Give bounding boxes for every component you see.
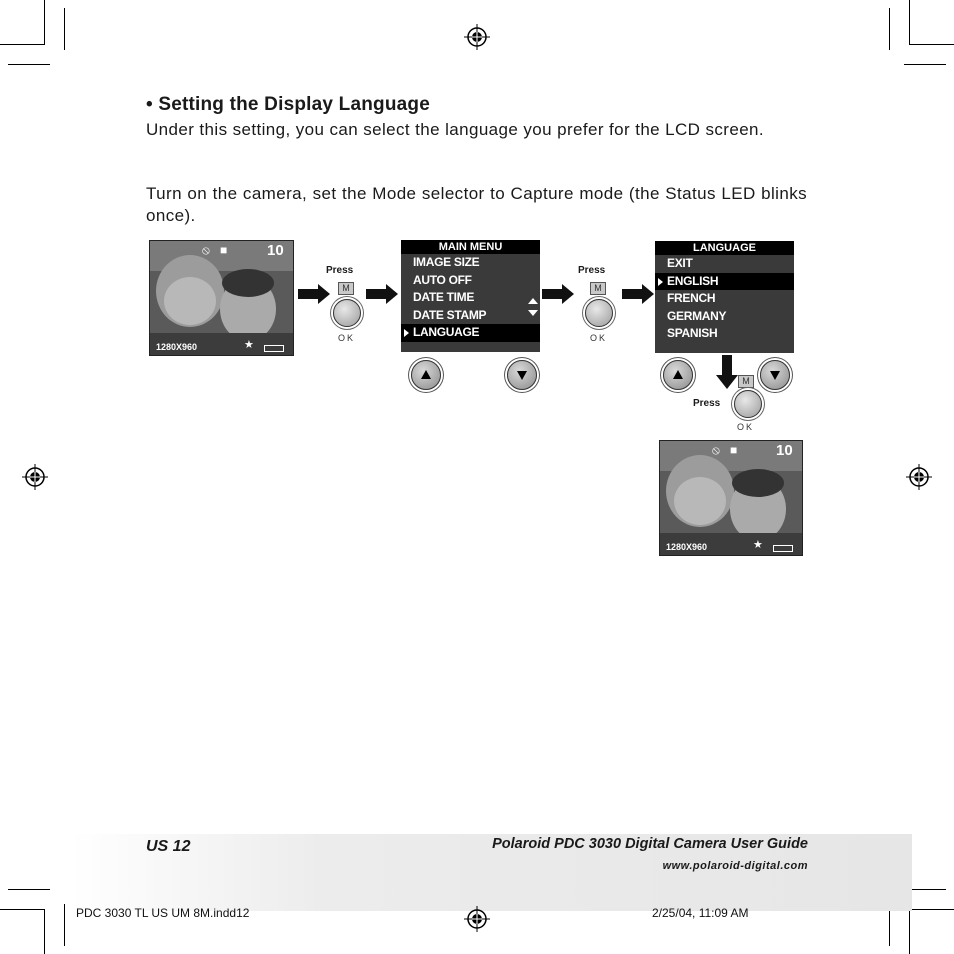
crop-mark — [64, 904, 65, 946]
menu-item-date-time[interactable]: DATE TIME — [413, 290, 475, 304]
menu-item-auto-off[interactable]: AUTO OFF — [413, 272, 472, 287]
down-button[interactable] — [760, 360, 790, 390]
slug-file: PDC 3030 TL US UM 8M.indd — [76, 906, 237, 920]
resolution-label: 1280X960 — [156, 342, 198, 352]
ok-label: OK — [590, 333, 608, 343]
battery-icon — [773, 545, 793, 552]
press-label: Press — [693, 398, 721, 409]
battery-icon — [264, 345, 284, 352]
camera-preview-screen — [659, 440, 803, 556]
slug-date: 2/25/04, 11:09 AM — [652, 906, 749, 920]
language-item-exit[interactable]: EXIT — [667, 256, 693, 270]
ok-button[interactable] — [333, 299, 361, 327]
page-number: US 12 — [146, 838, 191, 855]
up-arrow-icon — [421, 370, 431, 379]
down-button[interactable] — [507, 360, 537, 390]
website-url: www.polaroid-digital.com — [662, 860, 808, 872]
guide-title: Polaroid PDC 3030 Digital Camera User Guide — [492, 836, 808, 852]
down-arrow-icon — [517, 371, 527, 380]
quality-star-icon: ★ — [244, 339, 254, 351]
crop-mark — [44, 909, 45, 954]
ok-button[interactable] — [585, 299, 613, 327]
language-menu-screen — [655, 241, 794, 353]
shots-remaining: 10 — [267, 242, 284, 259]
right-arrow-icon — [622, 284, 654, 304]
right-arrow-icon — [542, 284, 574, 304]
slug-filename — [76, 906, 249, 920]
scroll-down-icon — [528, 310, 538, 316]
up-button[interactable] — [663, 360, 693, 390]
registration-mark-icon — [464, 24, 490, 50]
crop-mark — [8, 64, 50, 65]
section-heading: • Setting the Display Language — [146, 94, 430, 115]
language-item-english[interactable]: ENGLISH — [655, 273, 794, 291]
menu-item-date-stamp[interactable]: DATE STAMP — [413, 307, 487, 322]
slug-page: 12 — [236, 906, 250, 920]
camera-mode-icon: ■ — [730, 443, 738, 457]
instruction-paragraph: Turn on the camera, set the Mode selector to Capture mode (the Status LED blinks once). — [146, 184, 807, 225]
language-item-french[interactable]: FRENCH — [667, 291, 716, 305]
press-label: Press — [578, 265, 606, 276]
menu-m-icon: M — [590, 282, 606, 295]
up-button[interactable] — [411, 360, 441, 390]
main-menu-screen — [401, 240, 540, 352]
right-arrow-icon — [298, 284, 330, 304]
flash-off-icon: ⦸ — [202, 243, 210, 257]
menu-m-icon: M — [738, 375, 754, 388]
ok-label: OK — [338, 333, 356, 343]
camera-mode-icon: ■ — [220, 243, 228, 257]
flash-off-icon: ⦸ — [712, 443, 720, 457]
crop-mark — [889, 8, 890, 50]
language-item-germany[interactable]: GERMANY — [667, 308, 727, 323]
crop-mark — [44, 0, 45, 45]
menu-item-language[interactable]: LANGUAGE — [401, 324, 540, 342]
crop-mark — [904, 64, 946, 65]
shots-remaining: 10 — [776, 442, 793, 459]
menu-item-image-size[interactable]: IMAGE SIZE — [413, 255, 480, 269]
language-menu-title: LANGUAGE — [655, 241, 794, 255]
resolution-label: 1280X960 — [666, 542, 708, 552]
crop-mark — [909, 44, 954, 45]
down-arrow-icon — [770, 371, 780, 380]
crop-mark — [909, 0, 910, 45]
crop-mark — [0, 44, 45, 45]
registration-mark-icon — [906, 464, 932, 490]
camera-preview-screen — [149, 240, 294, 356]
ok-label: OK — [737, 422, 755, 432]
crop-mark — [0, 909, 45, 910]
crop-mark — [64, 8, 65, 50]
crop-mark — [909, 909, 954, 910]
main-menu-title: MAIN MENU — [401, 240, 540, 254]
registration-mark-icon — [22, 464, 48, 490]
press-label: Press — [326, 265, 354, 276]
ok-button[interactable] — [734, 390, 762, 418]
down-arrow-icon — [716, 355, 738, 389]
language-item-spanish[interactable]: SPANISH — [667, 326, 718, 340]
quality-star-icon: ★ — [753, 539, 763, 551]
right-arrow-icon — [366, 284, 398, 304]
scroll-up-icon — [528, 298, 538, 304]
up-arrow-icon — [673, 370, 683, 379]
registration-mark-icon — [464, 906, 490, 932]
menu-m-icon: M — [338, 282, 354, 295]
intro-paragraph: Under this setting, you can select the language you prefer for the LCD screen. — [146, 120, 765, 139]
crop-mark — [909, 909, 910, 954]
crop-mark — [8, 889, 50, 890]
